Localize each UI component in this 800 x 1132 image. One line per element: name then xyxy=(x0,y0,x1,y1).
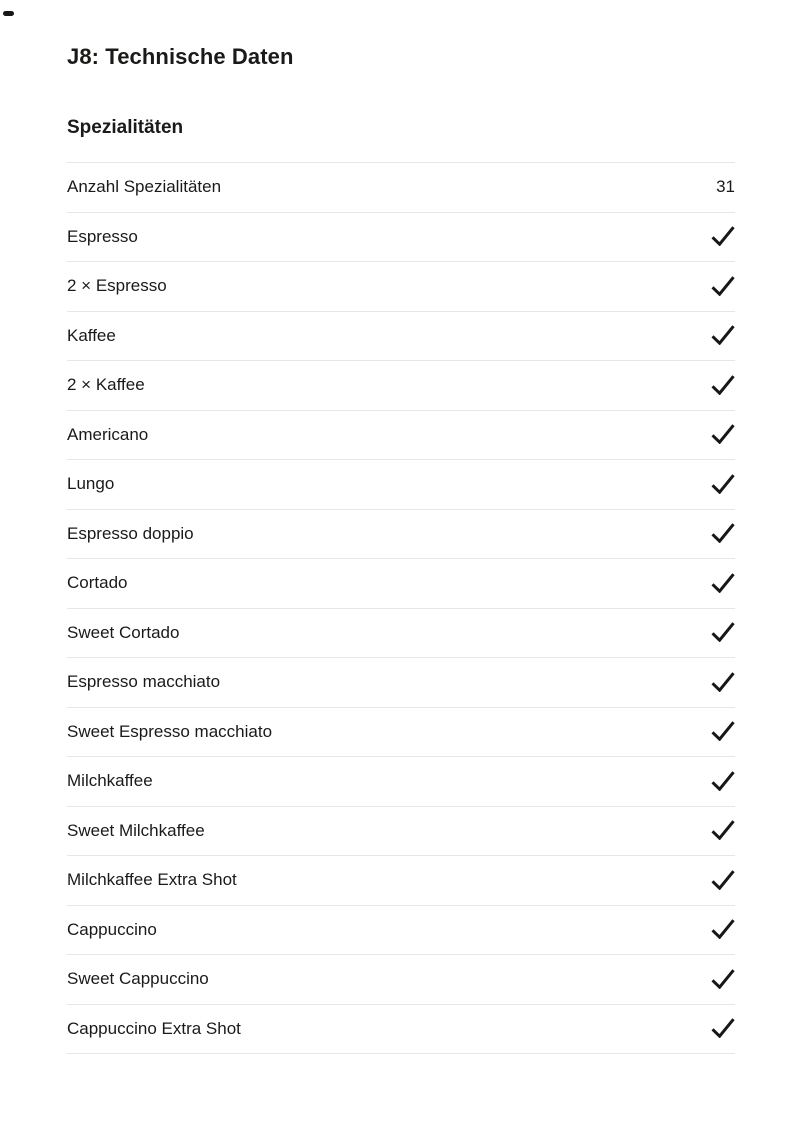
top-left-dash xyxy=(3,11,14,16)
checkmark-icon xyxy=(711,326,735,345)
spec-label: Espresso xyxy=(67,226,138,246)
checkmark-icon xyxy=(711,475,735,494)
spec-value: 31 xyxy=(716,177,735,197)
spec-label: Milchkaffee Extra Shot xyxy=(67,870,237,890)
spec-label: 2 × Espresso xyxy=(67,276,167,296)
checkmark-icon xyxy=(711,871,735,890)
spec-label: Cortado xyxy=(67,573,128,593)
spec-label: Sweet Espresso macchiato xyxy=(67,721,273,741)
table-row xyxy=(67,213,735,263)
page-title: J8: Technische Daten xyxy=(67,44,294,69)
spec-label: Sweet Cappuccino xyxy=(67,969,209,989)
table-row xyxy=(67,609,735,659)
checkmark-icon xyxy=(711,722,735,741)
spec-label: Sweet Cortado xyxy=(67,622,180,642)
checkmark-icon xyxy=(711,1019,735,1038)
checkmark-icon xyxy=(711,673,735,692)
table-row xyxy=(67,361,735,411)
checkmark-icon xyxy=(711,425,735,444)
checkmark-icon xyxy=(711,227,735,246)
spec-label: Cappuccino xyxy=(67,919,157,939)
table-row xyxy=(67,906,735,956)
table-row xyxy=(67,955,735,1005)
table-row xyxy=(67,757,735,807)
spec-table xyxy=(67,162,735,1054)
table-row xyxy=(67,411,735,461)
spec-label: Espresso doppio xyxy=(67,523,194,543)
spec-label: Milchkaffee xyxy=(67,771,153,791)
section-heading-spezialitaeten: Spezialitäten xyxy=(67,117,184,138)
table-row xyxy=(67,807,735,857)
spec-label: Espresso macchiato xyxy=(67,672,221,692)
spec-label: Americano xyxy=(67,424,149,444)
checkmark-icon xyxy=(711,623,735,642)
checkmark-icon xyxy=(711,970,735,989)
spec-label: Sweet Milchkaffee xyxy=(67,820,205,840)
checkmark-icon xyxy=(711,772,735,791)
checkmark-icon xyxy=(711,524,735,543)
table-row xyxy=(67,1005,735,1055)
table-row xyxy=(67,262,735,312)
table-row xyxy=(67,658,735,708)
table-row xyxy=(67,163,735,213)
table-row xyxy=(67,559,735,609)
checkmark-icon xyxy=(711,277,735,296)
table-row xyxy=(67,312,735,362)
checkmark-icon xyxy=(711,920,735,939)
spec-label: Cappuccino Extra Shot xyxy=(67,1018,241,1038)
table-row xyxy=(67,708,735,758)
table-row xyxy=(67,856,735,906)
spec-label: 2 × Kaffee xyxy=(67,375,145,395)
table-row xyxy=(67,510,735,560)
checkmark-icon xyxy=(711,821,735,840)
table-row xyxy=(67,460,735,510)
checkmark-icon xyxy=(711,376,735,395)
spec-label: Anzahl Spezialitäten xyxy=(67,177,222,197)
spec-label: Lungo xyxy=(67,474,115,494)
checkmark-icon xyxy=(711,574,735,593)
spec-label: Kaffee xyxy=(67,325,116,345)
